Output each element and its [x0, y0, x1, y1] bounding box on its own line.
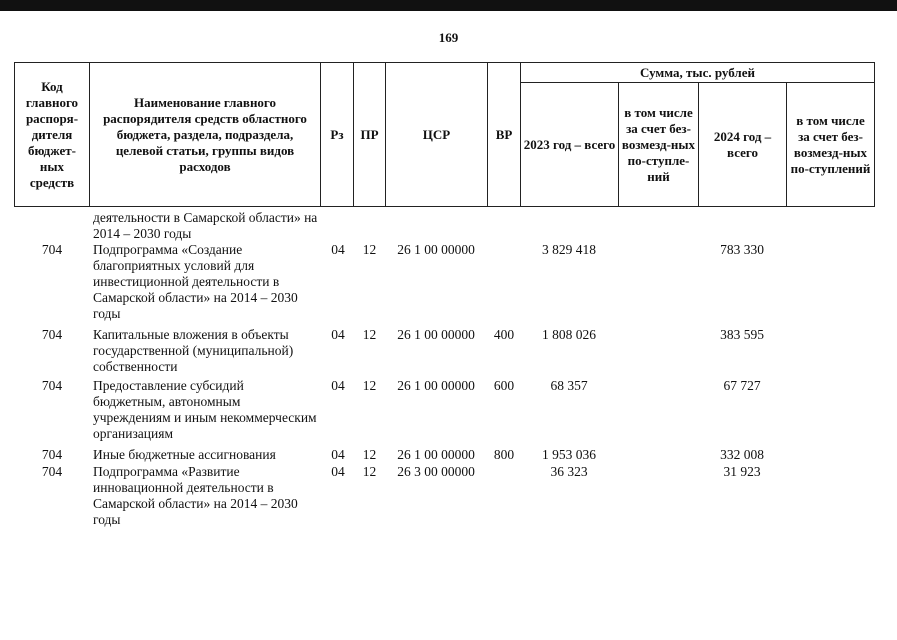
row-rz: 04: [331, 447, 345, 462]
header-2024-total: 2024 год – всего: [698, 82, 787, 207]
row-2024-total: 383 595: [720, 327, 764, 342]
row-pr: 12: [362, 464, 377, 479]
row-csr: 26 1 00 00000: [397, 327, 475, 342]
row-name: Предоставление субсидий бюджетным, автономным учреждениям и иным некоммерческим организациям: [93, 378, 317, 441]
row-vr: 800: [493, 447, 515, 462]
row-2023-total: 3 829 418: [542, 242, 596, 257]
row-2023-total: 68 357: [550, 378, 588, 393]
header-2023-total: 2023 год – всего: [520, 82, 619, 207]
row-pr: 12: [362, 447, 377, 462]
row-2023-total: 1 808 026: [542, 327, 596, 342]
header-2024-gratuitous: в том числе за счет без-возмезд-ных по-ступлений: [786, 82, 875, 207]
row-name: Капитальные вложения в объекты государственной (муниципальной) собственности: [93, 327, 294, 374]
row-2024-total: 31 923: [723, 464, 761, 479]
header-vr: ВР: [487, 62, 521, 207]
row-code: 704: [41, 447, 63, 462]
row-code: 704: [41, 327, 63, 342]
header-name: Наименование главного распорядителя средств областного бюджета, раздела, подраздела, целевой статьи, группы видов расходов: [89, 62, 321, 207]
row-2024-total: 783 330: [720, 242, 764, 257]
row-pr: 12: [362, 327, 377, 342]
row-rz: 04: [331, 378, 345, 393]
row-name: деятельности в Самарской области» на 2014 – 2030 годы: [93, 210, 318, 241]
row-code: 704: [41, 378, 63, 393]
row-2024-total: 332 008: [720, 447, 764, 462]
row-pr: 12: [362, 242, 377, 257]
row-pr: 12: [362, 378, 377, 393]
scan-edge-bar: [0, 0, 897, 11]
row-rz: 04: [331, 327, 345, 342]
row-2024-total: 67 727: [723, 378, 761, 393]
header-pr: ПР: [353, 62, 386, 207]
row-vr: 400: [493, 327, 515, 342]
row-name: Иные бюджетные ассигнования: [93, 447, 276, 462]
row-csr: 26 1 00 00000: [397, 447, 475, 462]
row-2023-total: 1 953 036: [542, 447, 596, 462]
row-vr: 600: [493, 378, 515, 393]
row-name: Подпрограмма «Создание благоприятных условий для инвестиционной деятельности в Самарской области» на 2014 – 2030 годы: [93, 242, 298, 321]
header-sum: Сумма, тыс. рублей: [520, 62, 875, 83]
header-csr: ЦСР: [385, 62, 488, 207]
row-code: 704: [41, 242, 63, 257]
header-rz: Рз: [320, 62, 354, 207]
row-rz: 04: [331, 464, 345, 479]
row-name: Подпрограмма «Развитие инновационной деятельности в Самарской области» на 2014 – 2030 годы: [93, 464, 298, 527]
row-csr: 26 1 00 00000: [397, 242, 475, 257]
row-csr: 26 1 00 00000: [397, 378, 475, 393]
header-code: Код главного распоря-дителя бюджет-ных средств: [14, 62, 90, 207]
row-code: 704: [41, 464, 63, 479]
page-number: 169: [438, 30, 459, 45]
row-csr: 26 3 00 00000: [397, 464, 475, 479]
row-rz: 04: [331, 242, 345, 257]
row-2023-total: 36 323: [550, 464, 588, 479]
header-2023-gratuitous: в том числе за счет без-возмезд-ных по-ступле-ний: [618, 82, 699, 207]
